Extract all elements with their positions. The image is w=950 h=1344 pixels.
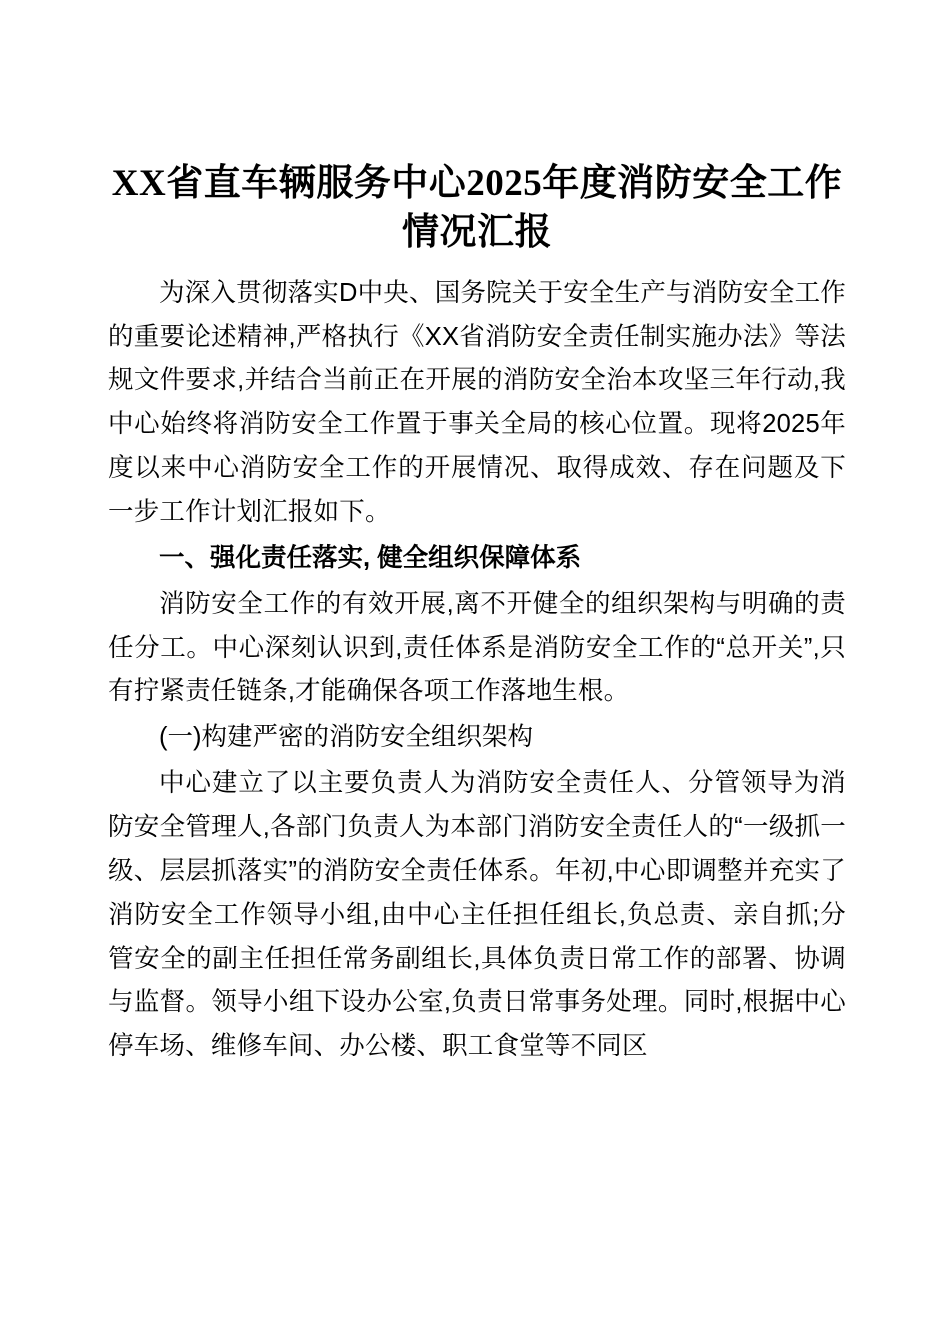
paragraph-responsibility: 消防安全工作的有效开展,离不开健全的组织架构与明确的责任分工。中心深刻认识到,责任体系是消防安全工作的“总开关”,只有拧紧责任链条,才能确保各项工作落地生根。 [108, 589, 846, 706]
paragraph-intro: 为深入贯彻落实D中央、国务院关于安全生产与消防安全工作的重要论述精神,严格执行《XX省消防安全责任制实施办法》等法规文件要求,并结合当前正在开展的消防安全治本攻坚三年行动,我中心始终将消防安全工作置于事关全局的核心位置。现将2025年度以来中心消防安全工作的开展情况、取得成效、存在问题及下一步工作计划汇报如下。 [108, 278, 846, 526]
subsection-heading-1: (一)构建严密的消防安全组织架构 [159, 723, 533, 752]
section-heading-1: 一、强化责任落实, 健全组织保障体系 [159, 543, 582, 572]
paragraph-organization: 中心建立了以主要负责人为消防安全责任人、分管领导为消防安全管理人,各部门负责人为本部门消防安全责任人的“一级抓一级、层层抓落实”的消防安全责任体系。年初,中心即调整并充实了消防安全工作领导小组,由中心主任担任组长,负总责、亲自抓;分管安全的副主任担任常务副组长,具体负责日常工作的部署、协调与监督。领导小组下设办公室,负责日常事务处理。同时,根据中心停车场、维修车间、办公楼、职工食堂等不同区 [108, 769, 846, 1061]
page-title: XX省直车辆服务中心2025年度消防安全工作情况汇报 [111, 163, 843, 253]
